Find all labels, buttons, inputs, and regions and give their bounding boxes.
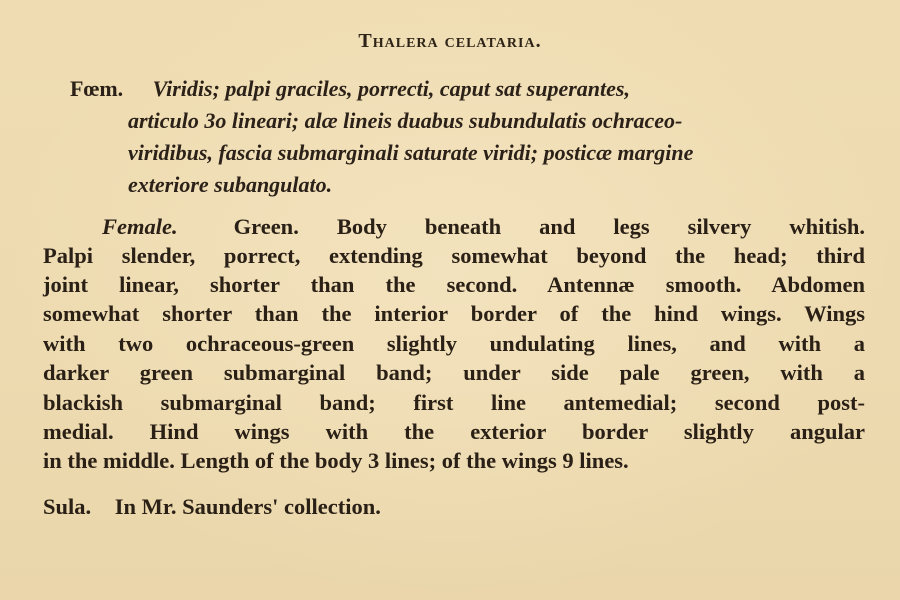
latin-lead-label: Fœm.: [70, 76, 124, 101]
english-line-6: darker green submarginal band; under side pale green, with a: [43, 360, 865, 385]
english-line-4: somewhat shorter than the interior border of the hind wings. Wings: [43, 301, 865, 326]
species-title: Thalera celataria.: [358, 30, 542, 52]
latin-line-4: exteriore subangulato.: [128, 172, 333, 197]
collection-note: [43, 494, 381, 520]
latin-line-1: [70, 76, 630, 102]
latin-line-3: viridibus, fascia submarginali saturate viridi; posticæ margine: [128, 140, 694, 165]
english-line-8: medial. Hind wings with the exterior border slightly angular: [43, 419, 865, 444]
english-line-1: [102, 214, 865, 240]
english-line-9: in the middle. Length of the body 3 lines; of the wings 9 lines.: [43, 448, 629, 473]
english-lead-label: Female.: [102, 214, 178, 239]
english-line-text: Green. Body beneath and legs silvery whitish.: [233, 214, 866, 239]
locality-label: Sula.: [43, 494, 92, 519]
collection-text: In Mr. Saunders' collection.: [114, 494, 381, 519]
latin-line-text: Viridis; palpi graciles, porrecti, caput sat superantes,: [152, 76, 630, 101]
latin-line-2: articulo 3o lineari; alæ lineis duabus subundulatis ochraceo-: [128, 108, 683, 133]
english-line-5: with two ochraceous-green slightly undulating lines, and with a: [43, 331, 865, 356]
english-line-3: joint linear, shorter than the second. Antennæ smooth. Abdomen: [43, 272, 865, 297]
english-line-2: Palpi slender, porrect, extending somewhat beyond the head; third: [43, 243, 865, 268]
english-line-7: blackish submarginal band; first line antemedial; second post-: [43, 390, 865, 415]
